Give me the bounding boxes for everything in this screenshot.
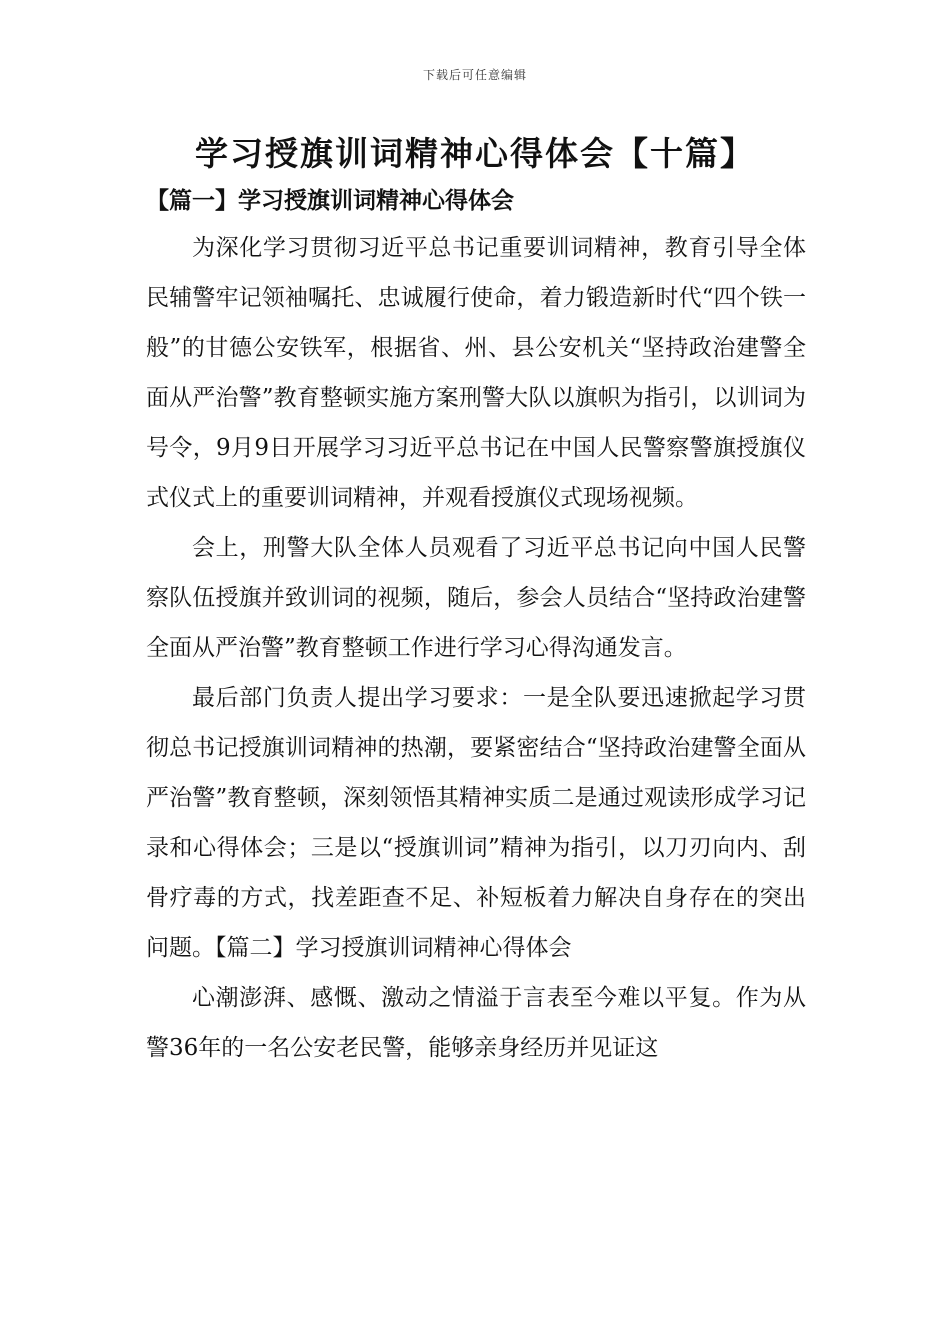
paragraph-3: 最后部门负责人提出学习要求：一是全队要迅速掀起学习贯彻总书记授旗训词精神的热潮，要紧密结合“坚持政治建警全面从严治警”教育整顿，深刻领悟其精神实质二是通过观读形成学习记录和心得体会；三是以“授旗训词”精神为指引，以刀刃向内、刮骨疗毒的方式，找差距查不足、补短板着力解决自身存在的突出问题。【篇二】学习授旗训词精神心得体会	[146, 685, 806, 961]
paragraph-1: 为深化学习贯彻习近平总书记重要训词精神，教育引导全体民辅警牢记领袖嘱托、忠诚履行使命，着力锻造新时代“四个铁一般”的甘德公安铁军，根据省、州、县公安机关“坚持政治建警全面从严治警”教育整顿实施方案刑警大队以旗帜为指引，以训词为号令，9月9日开展学习习近平总书记在中国人民警察警旗授旗仪式仪式上的重要训词精神，并观看授旗仪式现场视频。	[146, 235, 806, 511]
header-note: 下载后可任意编辑	[422, 68, 527, 82]
section-one-heading: 【篇一】学习授旗训词精神心得体会	[146, 187, 514, 214]
paragraph-2: 会上，刑警大队全体人员观看了习近平总书记向中国人民警察队伍授旗并致训词的视频，随后，参会人员结合“坚持政治建警全面从严治警”教育整顿工作进行学习心得沟通发言。	[146, 535, 806, 661]
paragraph-4: 心潮澎湃、感慨、激动之情溢于言表至今难以平复。作为从警36年的一名公安老民警，能够亲身经历并见证这	[146, 985, 806, 1061]
document-title: 学习授旗训词精神心得体会【十篇】	[195, 134, 755, 173]
document-body	[146, 223, 806, 1073]
